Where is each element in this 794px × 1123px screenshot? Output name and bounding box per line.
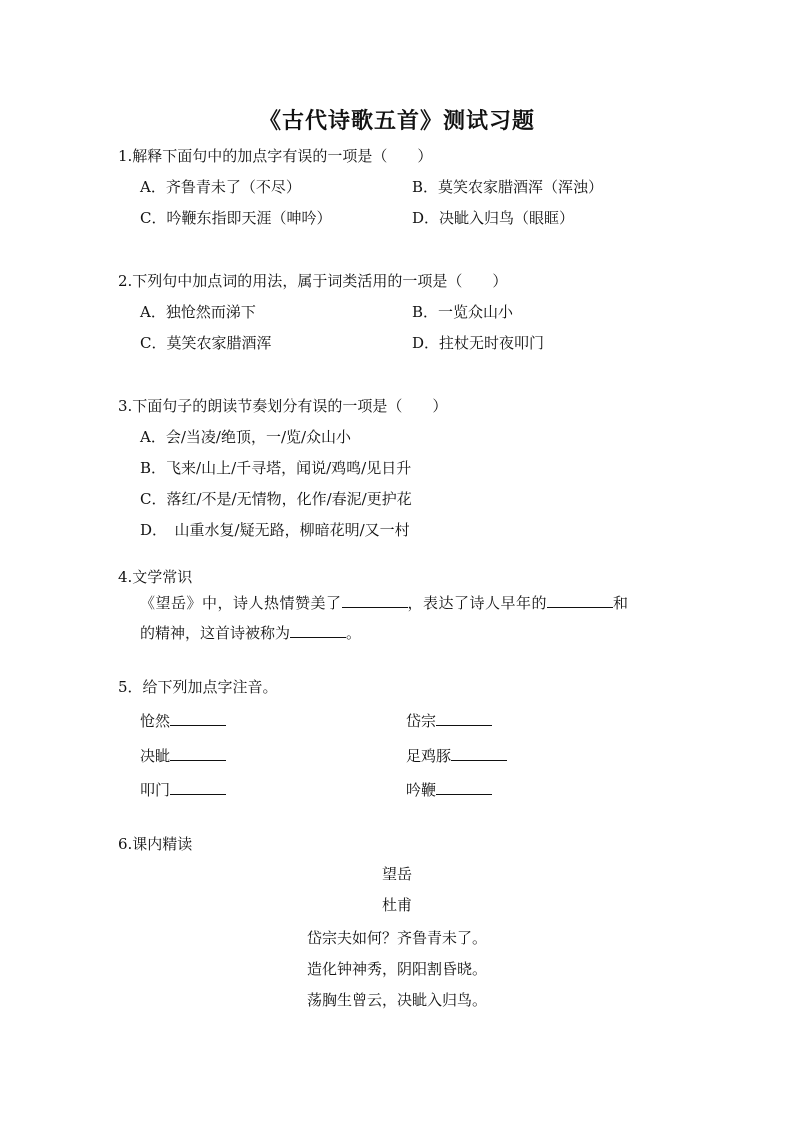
question-2-option-d: D．拄杖无时夜叩门 xyxy=(412,334,545,352)
question-2-stem: 2.下列句中加点词的用法，属于词类活用的一项是（ ） xyxy=(118,272,508,290)
pinyin-item xyxy=(140,710,226,731)
pinyin-blank[interactable] xyxy=(170,711,226,726)
question-4-line-1 xyxy=(140,592,629,613)
pinyin-item xyxy=(140,745,226,766)
poem-line: 造化钟神秀，阴阳割昏晓。 xyxy=(306,960,487,978)
pinyin-blank[interactable] xyxy=(451,746,507,761)
question-3-option-d: D． 山重水复/疑无路，柳暗花明/又一村 xyxy=(140,521,410,539)
pinyin-word: 岱宗 xyxy=(406,712,437,730)
question-1-option-d: D．决眦入归鸟（眼眶） xyxy=(412,209,575,227)
question-4-stem: 4.文学常识 xyxy=(118,568,193,586)
pinyin-word: 怆然 xyxy=(140,712,171,730)
question-2-option-a: A．独怆然而涕下 xyxy=(140,303,256,321)
question-3-option-a: A．会/当凌/绝顶，一/览/众山小 xyxy=(140,428,352,446)
question-5-stem: 5．给下列加点字注音。 xyxy=(118,678,278,696)
pinyin-blank[interactable] xyxy=(170,746,226,761)
question-1-option-c: C．吟鞭东指即天涯（呻吟） xyxy=(140,209,332,227)
question-3-stem: 3.下面句子的朗读节奏划分有误的一项是（ ） xyxy=(118,397,448,415)
q4-text-1: 《望岳》中，诗人热情赞美了 xyxy=(140,594,342,612)
question-4-line-2 xyxy=(140,622,361,643)
pinyin-word: 足鸡豚 xyxy=(406,747,452,765)
q4-text-5: 。 xyxy=(346,624,362,642)
question-6-stem: 6.课内精读 xyxy=(118,835,193,853)
question-2-option-b: B．一览众山小 xyxy=(412,303,514,321)
pinyin-item xyxy=(406,745,507,766)
question-1-option-a: A．齐鲁青未了（不尽） xyxy=(140,178,301,196)
pinyin-word: 叩门 xyxy=(140,781,171,799)
pinyin-item xyxy=(406,710,492,731)
question-3-option-c: C．落红/不是/无情物，化作/春泥/更护花 xyxy=(140,490,412,508)
page-title: 《古代诗歌五首》测试习题 xyxy=(258,108,535,134)
question-3-option-b: B．飞来/山上/千寻塔，闻说/鸡鸣/见日升 xyxy=(140,459,412,477)
pinyin-word: 吟鞭 xyxy=(406,781,437,799)
answer-blank-1[interactable] xyxy=(342,593,408,608)
question-2-option-c: C．莫笑农家腊酒浑 xyxy=(140,334,272,352)
pinyin-item xyxy=(406,779,492,800)
question-1-stem: 1.解释下面句中的加点字有误的一项是（ ） xyxy=(118,147,433,165)
pinyin-word: 决眦 xyxy=(140,747,171,765)
q4-text-2: ，表达了诗人早年的 xyxy=(407,594,548,612)
poem-line: 岱宗夫如何？齐鲁青未了。 xyxy=(306,929,487,947)
answer-blank-2[interactable] xyxy=(547,593,613,608)
pinyin-item xyxy=(140,779,226,800)
poem-title: 望岳 xyxy=(381,865,412,883)
answer-blank-3[interactable] xyxy=(290,623,346,638)
question-1-option-b: B．莫笑农家腊酒浑（浑浊） xyxy=(412,178,604,196)
pinyin-blank[interactable] xyxy=(436,711,492,726)
q4-text-4: 的精神，这首诗被称为 xyxy=(140,624,291,642)
pinyin-blank[interactable] xyxy=(436,780,492,795)
q4-text-3: 和 xyxy=(613,594,629,612)
pinyin-blank[interactable] xyxy=(170,780,226,795)
poem-line: 荡胸生曾云，决眦入归鸟。 xyxy=(306,991,487,1009)
poem-author: 杜甫 xyxy=(381,896,412,914)
